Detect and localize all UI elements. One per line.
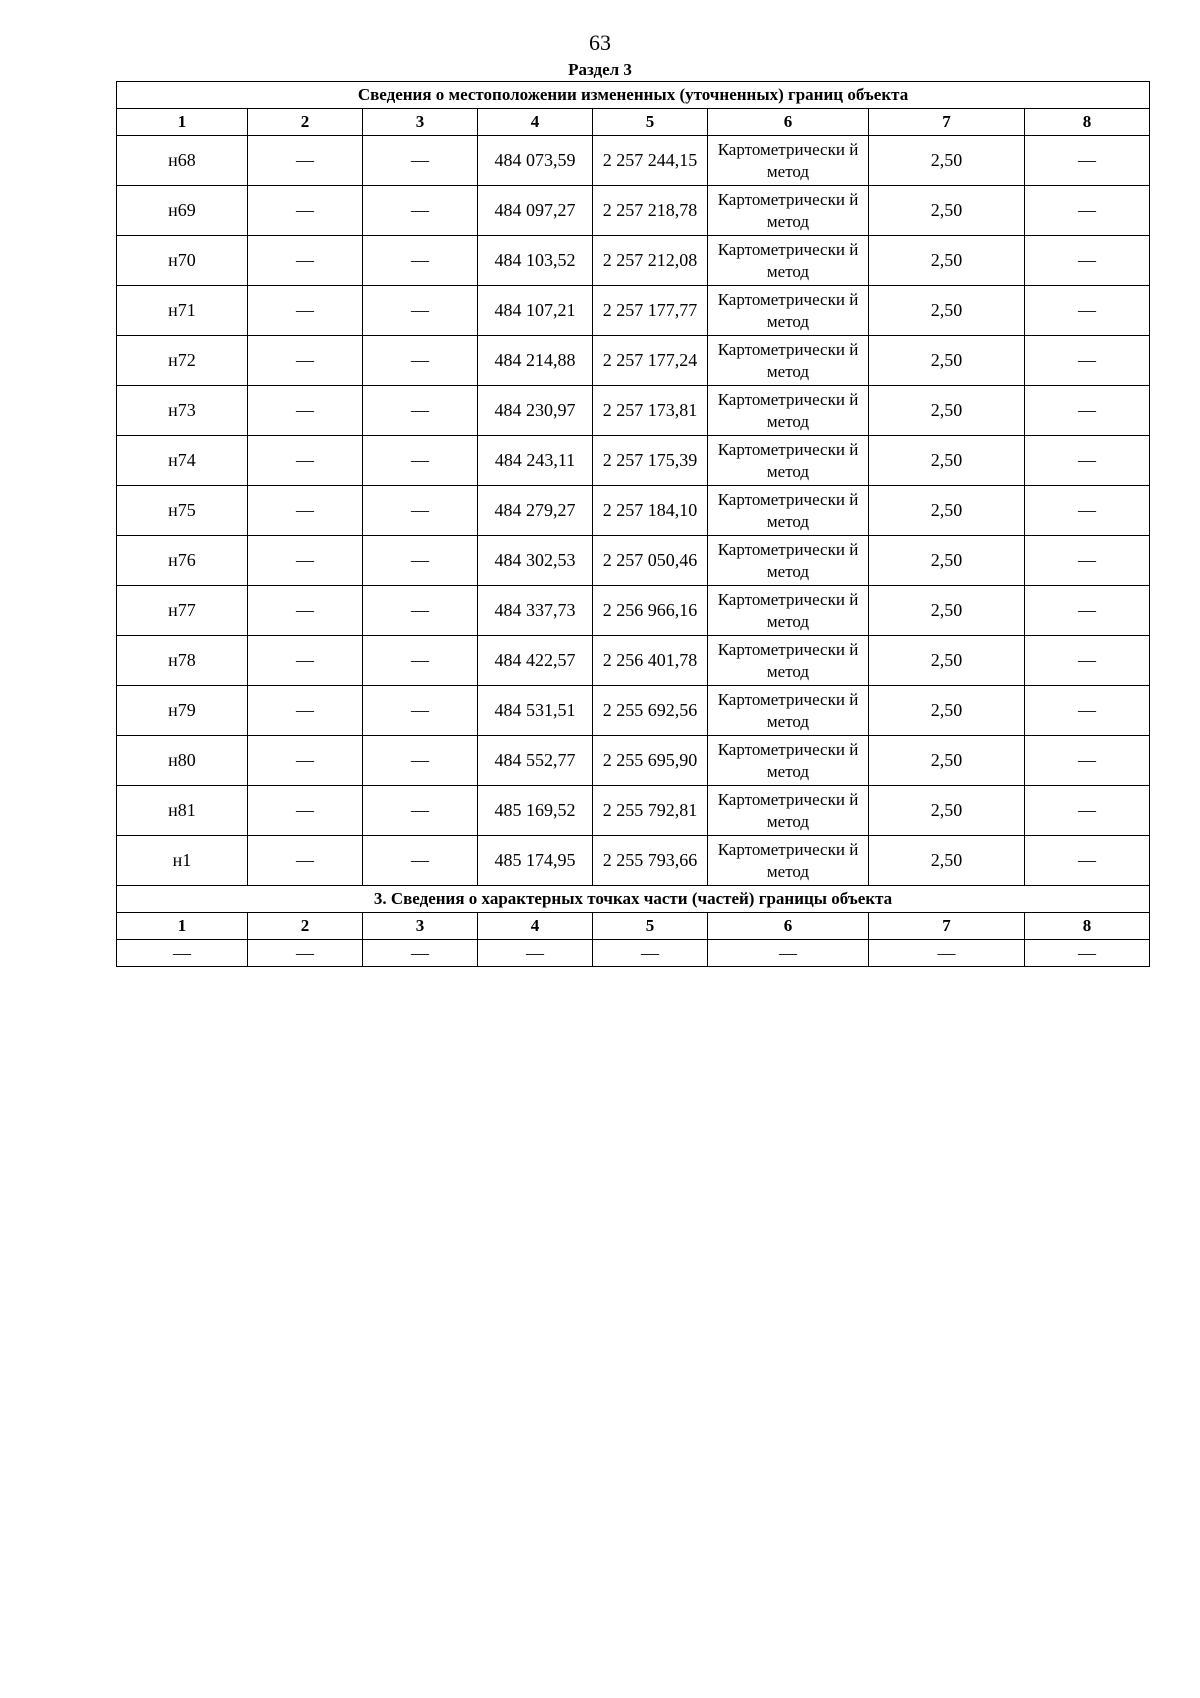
table-cell: 2,50 <box>869 236 1025 286</box>
table-cell: н80 <box>117 736 248 786</box>
table-cell: — <box>248 686 363 736</box>
table-cell: 2,50 <box>869 836 1025 886</box>
table-cell: 2,50 <box>869 736 1025 786</box>
table-cell: — <box>363 286 478 336</box>
table-cell: 2,50 <box>869 686 1025 736</box>
table-cell: — <box>1025 486 1150 536</box>
table-row <box>117 736 1150 786</box>
table-cell: Картометрически й метод <box>708 186 869 236</box>
table-cell: н70 <box>117 236 248 286</box>
table-cell: 2 257 173,81 <box>593 386 708 436</box>
table-cell: 484 552,77 <box>478 736 593 786</box>
table-cell: н81 <box>117 786 248 836</box>
table-row <box>117 136 1150 186</box>
table-cell: — <box>1025 336 1150 386</box>
table-cell: Картометрически й метод <box>708 336 869 386</box>
table-cell: 484 279,27 <box>478 486 593 536</box>
table-row <box>117 786 1150 836</box>
table-cell: н73 <box>117 386 248 436</box>
table-cell: — <box>363 536 478 586</box>
column-number: 1 <box>117 913 248 940</box>
table-cell: — <box>248 586 363 636</box>
table-cell: Картометрически й метод <box>708 686 869 736</box>
table-cell: 2,50 <box>869 286 1025 336</box>
table-cell: 484 214,88 <box>478 336 593 386</box>
column-number: 7 <box>869 913 1025 940</box>
table-cell: — <box>363 940 478 967</box>
table-cell: 2 257 175,39 <box>593 436 708 486</box>
table-cell: н77 <box>117 586 248 636</box>
table-cell: — <box>1025 286 1150 336</box>
table-row <box>117 486 1150 536</box>
column-number: 3 <box>363 913 478 940</box>
table-cell: — <box>363 186 478 236</box>
table-cell: 2,50 <box>869 786 1025 836</box>
table-cell: — <box>363 136 478 186</box>
table-cell: н1 <box>117 836 248 886</box>
table-cell: 2,50 <box>869 586 1025 636</box>
table-cell: Картометрически й метод <box>708 786 869 836</box>
table-cell: 484 097,27 <box>478 186 593 236</box>
column-number: 5 <box>593 913 708 940</box>
table-cell: — <box>248 136 363 186</box>
table-cell: н69 <box>117 186 248 236</box>
table-cell: — <box>248 536 363 586</box>
page-number: 63 <box>589 30 611 55</box>
table-cell: 2 256 401,78 <box>593 636 708 686</box>
column-number: 2 <box>248 109 363 136</box>
table-cell: 2,50 <box>869 436 1025 486</box>
table-cell: 2,50 <box>869 636 1025 686</box>
table-cell: — <box>117 940 248 967</box>
table-cell: 484 107,21 <box>478 286 593 336</box>
table-cell: — <box>1025 186 1150 236</box>
table-cell: 2,50 <box>869 386 1025 436</box>
table-cell: Картометрически й метод <box>708 286 869 336</box>
table-cell: — <box>363 586 478 636</box>
table-cell: — <box>1025 686 1150 736</box>
table-cell: — <box>363 836 478 886</box>
table-cell: — <box>1025 536 1150 586</box>
table-cell: 484 531,51 <box>478 686 593 736</box>
table-cell: 484 073,59 <box>478 136 593 186</box>
table-cell: н78 <box>117 636 248 686</box>
column-number: 8 <box>1025 913 1150 940</box>
table-cell: 484 302,53 <box>478 536 593 586</box>
table-cell: — <box>1025 136 1150 186</box>
table-cell: — <box>1025 940 1150 967</box>
table-row <box>117 586 1150 636</box>
table-cell: — <box>1025 736 1150 786</box>
table-cell: 2 255 695,90 <box>593 736 708 786</box>
column-number: 6 <box>708 913 869 940</box>
subsection-title: 3. Сведения о характерных точках части (частей) границы объекта <box>117 886 1150 913</box>
table-cell: 2,50 <box>869 336 1025 386</box>
table-cell: 2 257 244,15 <box>593 136 708 186</box>
table-row <box>117 436 1150 486</box>
table-cell: 2,50 <box>869 536 1025 586</box>
table-cell: 2 257 212,08 <box>593 236 708 286</box>
column-number: 4 <box>478 913 593 940</box>
table-cell: Картометрически й метод <box>708 736 869 786</box>
table-cell: — <box>248 386 363 436</box>
column-number: 7 <box>869 109 1025 136</box>
table-cell: — <box>248 436 363 486</box>
table-cell: — <box>248 486 363 536</box>
table-cell: — <box>363 686 478 736</box>
column-number: 1 <box>117 109 248 136</box>
table-cell: — <box>708 940 869 967</box>
table-cell: Картометрически й метод <box>708 136 869 186</box>
table-row <box>117 386 1150 436</box>
table-cell: 2 256 966,16 <box>593 586 708 636</box>
table-cell: 484 422,57 <box>478 636 593 686</box>
table-cell: — <box>248 940 363 967</box>
table-cell: 2 255 793,66 <box>593 836 708 886</box>
table-cell: 484 230,97 <box>478 386 593 436</box>
table-cell: 2 257 177,24 <box>593 336 708 386</box>
table-row <box>117 536 1150 586</box>
table-row <box>117 636 1150 686</box>
table-cell: 2 257 184,10 <box>593 486 708 536</box>
table-cell: 2 257 218,78 <box>593 186 708 236</box>
table-cell: 2,50 <box>869 136 1025 186</box>
table-cell: н74 <box>117 436 248 486</box>
table-cell: — <box>363 786 478 836</box>
table-cell: — <box>478 940 593 967</box>
table-cell: — <box>1025 586 1150 636</box>
table-cell: — <box>248 786 363 836</box>
column-number: 8 <box>1025 109 1150 136</box>
table-cell: 2 255 792,81 <box>593 786 708 836</box>
table-row <box>117 236 1150 286</box>
table-cell: 2,50 <box>869 186 1025 236</box>
table-cell: — <box>869 940 1025 967</box>
table-cell: — <box>1025 236 1150 286</box>
table-cell: — <box>248 636 363 686</box>
table-cell: 2 257 050,46 <box>593 536 708 586</box>
subsection-column-number-row <box>117 913 1150 940</box>
table-row <box>117 836 1150 886</box>
table-row <box>117 686 1150 736</box>
table-cell: — <box>363 336 478 386</box>
table-cell: Картометрически й метод <box>708 836 869 886</box>
table-cell: — <box>1025 386 1150 436</box>
table-cell: — <box>248 236 363 286</box>
table-cell: Картометрически й метод <box>708 386 869 436</box>
table-cell: Картометрически й метод <box>708 436 869 486</box>
table-cell: 2 255 692,56 <box>593 686 708 736</box>
table-cell: — <box>363 436 478 486</box>
table-cell: — <box>593 940 708 967</box>
table-cell: 2 257 177,77 <box>593 286 708 336</box>
table-cell: Картометрически й метод <box>708 486 869 536</box>
table-cell: — <box>248 186 363 236</box>
table-cell: — <box>363 636 478 686</box>
table-cell: — <box>1025 636 1150 686</box>
table-cell: 2,50 <box>869 486 1025 536</box>
table-row <box>117 186 1150 236</box>
table-cell: н72 <box>117 336 248 386</box>
table-cell: н79 <box>117 686 248 736</box>
table-cell: — <box>248 286 363 336</box>
table-cell: н75 <box>117 486 248 536</box>
column-number: 4 <box>478 109 593 136</box>
table-cell: 484 243,11 <box>478 436 593 486</box>
table-cell: — <box>1025 436 1150 486</box>
table-cell: — <box>248 336 363 386</box>
subsection-row <box>117 940 1150 967</box>
table-cell: — <box>248 836 363 886</box>
table-cell: — <box>363 236 478 286</box>
table-cell: Картометрически й метод <box>708 586 869 636</box>
table-cell: — <box>363 486 478 536</box>
section-title: Раздел 3 <box>568 60 632 79</box>
table-cell: — <box>1025 786 1150 836</box>
table-cell: — <box>248 736 363 786</box>
table-cell: Картометрически й метод <box>708 636 869 686</box>
column-number: 3 <box>363 109 478 136</box>
table-cell: н71 <box>117 286 248 336</box>
column-number-row <box>117 109 1150 136</box>
table-cell: 484 103,52 <box>478 236 593 286</box>
table-cell: 484 337,73 <box>478 586 593 636</box>
boundary-table <box>116 81 1150 967</box>
column-number: 6 <box>708 109 869 136</box>
table-cell: — <box>363 736 478 786</box>
column-number: 5 <box>593 109 708 136</box>
table-cell: — <box>1025 836 1150 886</box>
table-row <box>117 336 1150 386</box>
table-cell: 485 169,52 <box>478 786 593 836</box>
table-cell: Картометрически й метод <box>708 536 869 586</box>
table-cell: — <box>363 386 478 436</box>
table-cell: н76 <box>117 536 248 586</box>
table-cell: 485 174,95 <box>478 836 593 886</box>
table-cell: н68 <box>117 136 248 186</box>
table-title: Сведения о местоположении измененных (уточненных) границ объекта <box>117 82 1150 109</box>
table-row <box>117 286 1150 336</box>
column-number: 2 <box>248 913 363 940</box>
table-cell: Картометрически й метод <box>708 236 869 286</box>
